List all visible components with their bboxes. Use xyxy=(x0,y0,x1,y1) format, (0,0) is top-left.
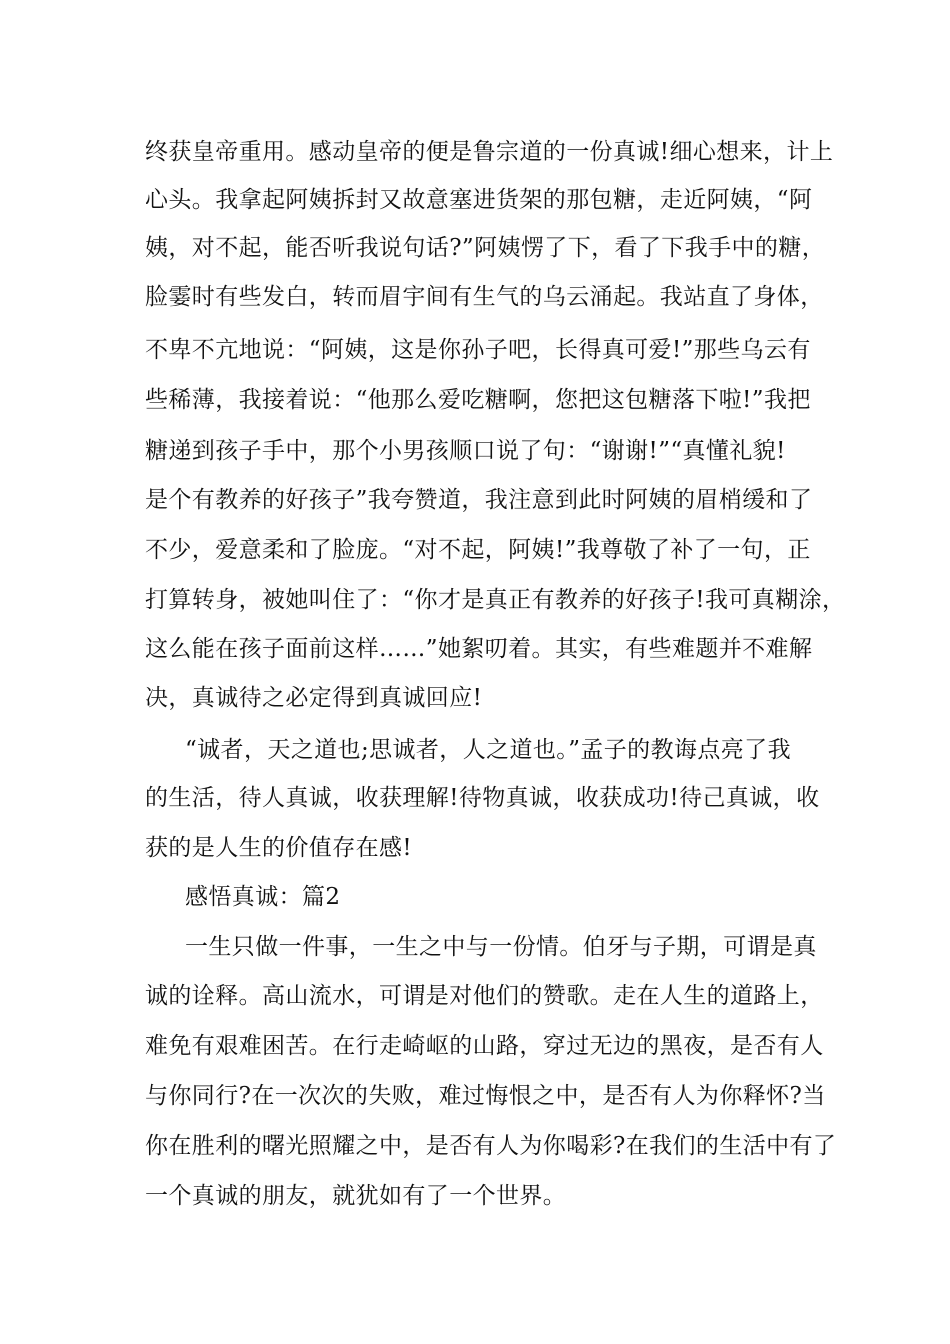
text-line: 终获皇帝重用。感动皇帝的便是鲁宗道的一份真诚!细心想来，计上 xyxy=(145,139,834,165)
text-line: 决，真诚待之必定得到真诚回应! xyxy=(145,685,483,711)
text-line: 诚的诠释。高山流水，可谓是对他们的赞歌。走在人生的道路上， xyxy=(145,983,824,1009)
text-line: 糖递到孩子手中，那个小男孩顺口说了句：“谢谢!”“真懂礼貌! xyxy=(145,438,786,464)
text-line: 不少，爱意柔和了脸庞。“对不起，阿姨!”我尊敬了补了一句，正 xyxy=(145,537,811,563)
text-line: 不卑不亢地说：“阿姨，这是你孙子吧，长得真可爱!”那些乌云有 xyxy=(145,337,811,363)
section-heading: 感悟真诚：篇2 xyxy=(185,884,341,910)
text-line: 一个真诚的朋友，就犹如有了一个世界。 xyxy=(145,1183,567,1209)
text-line: 些稀薄，我接着说：“他那么爱吃糖啊，您把这包糖落下啦!”我把 xyxy=(145,387,811,413)
text-line: 你在胜利的曙光照耀之中，是否有人为你喝彩?在我们的生活中有了 xyxy=(145,1133,837,1159)
text-line: 姨，对不起，能否听我说句话?”阿姨愣了下，看了下我手中的糖， xyxy=(145,235,826,261)
text-line: 是个有教养的好孩子”我夸赞道，我注意到此时阿姨的眉梢缓和了 xyxy=(145,487,813,513)
text-line: 脸霎时有些发白，转而眉宇间有生气的乌云涌起。我站直了身体， xyxy=(145,284,824,310)
text-line: 心头。我拿起阿姨拆封又故意塞进货架的那包糖，走近阿姨，“阿 xyxy=(145,187,813,213)
text-line: 打算转身，被她叫住了：“你才是真正有教养的好孩子!我可真糊涂， xyxy=(145,587,846,613)
text-line: 这么能在孩子面前这样……”她絮叨着。其实，有些难题并不难解 xyxy=(145,636,813,662)
paragraph-first-line: “诚者，天之道也;思诚者，人之道也。”孟子的教诲点亮了我 xyxy=(185,737,791,763)
paragraph-first-line: 一生只做一件事，一生之中与一份情。伯牙与子期，可谓是真 xyxy=(185,934,817,960)
text-line: 难免有艰难困苦。在行走崎岖的山路，穿过无边的黑夜，是否有人 xyxy=(145,1033,824,1059)
text-line: 的生活，待人真诚，收获理解!待物真诚，收获成功!待己真诚，收 xyxy=(145,785,820,811)
text-line: 与你同行?在一次次的失败，难过悔恨之中，是否有人为你释怀?当 xyxy=(145,1083,826,1109)
text-line: 获的是人生的价值存在感! xyxy=(145,835,413,861)
